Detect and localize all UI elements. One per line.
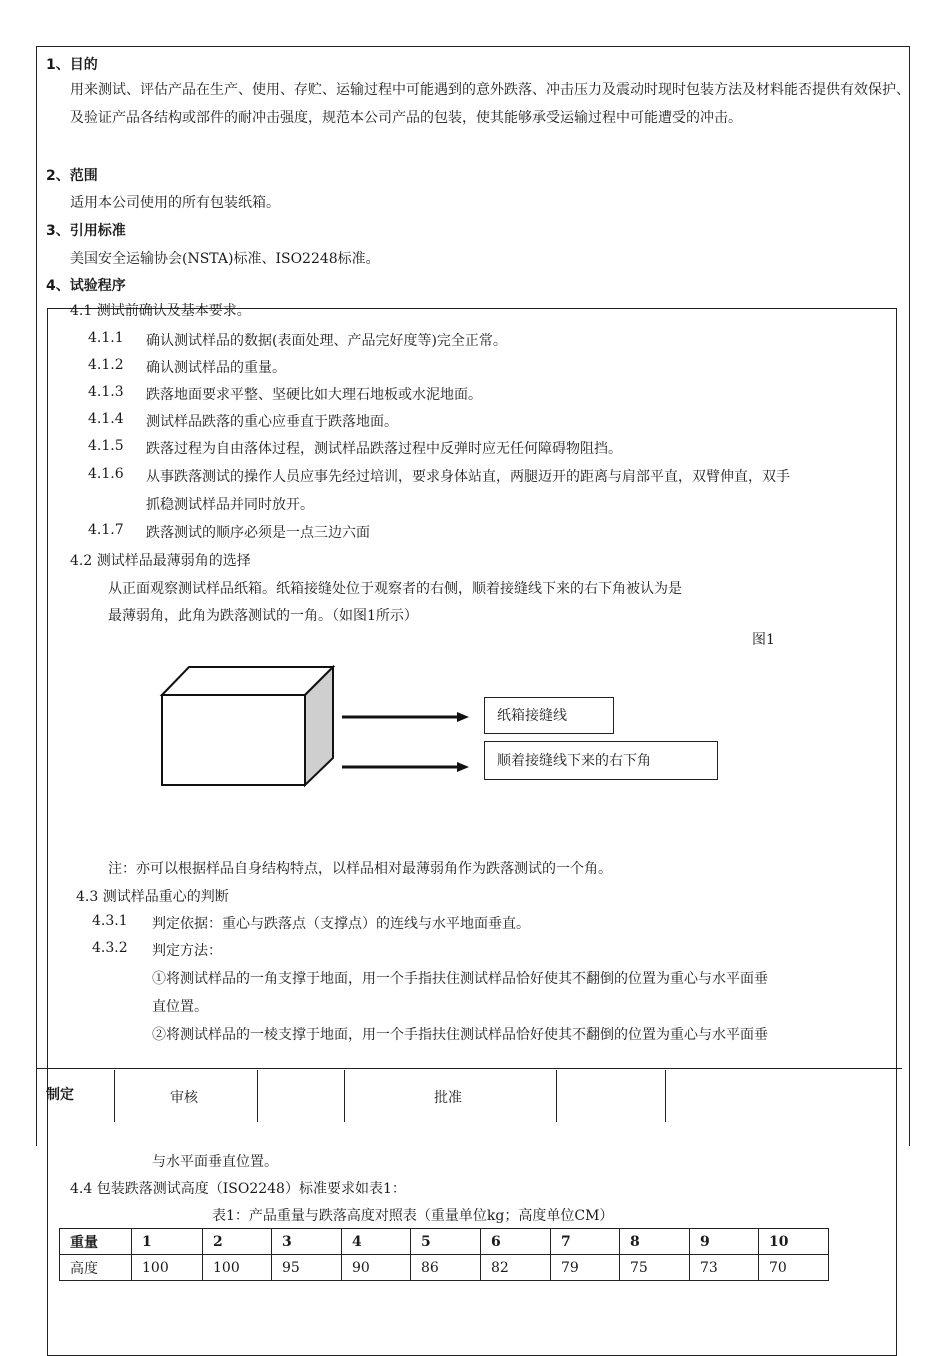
label-seam: 纸箱接缝线 bbox=[497, 708, 567, 724]
table-cell: 10 bbox=[759, 1229, 829, 1255]
list-item-text: 跌落测试的顺序必须是一点三边六面 bbox=[146, 525, 370, 541]
table-cell: 8 bbox=[620, 1229, 690, 1255]
section-4-heading: 4、试验程序 bbox=[46, 278, 126, 294]
table-cell: 86 bbox=[411, 1255, 481, 1281]
table-cell: 100 bbox=[132, 1255, 203, 1281]
list-item-num: 4.1.3 bbox=[88, 384, 124, 400]
table-cell: 3 bbox=[272, 1229, 342, 1255]
list-item-text: 测试样品跌落的重心应垂直于跌落地面。 bbox=[146, 414, 398, 430]
table-cell: 79 bbox=[551, 1255, 620, 1281]
list-item-text: 确认测试样品的数据(表面处理、产品完好度等)完全正常。 bbox=[146, 333, 507, 349]
table-cell: 4 bbox=[342, 1229, 411, 1255]
list-item-num: 4.1.4 bbox=[88, 411, 124, 427]
drop-height-table bbox=[59, 1228, 829, 1281]
list-item-num: 4.1.5 bbox=[88, 438, 124, 454]
section-4-3-title: 4.3 测试样品重心的判断 bbox=[76, 889, 229, 905]
list-item-num: 4.1.6 bbox=[88, 466, 124, 482]
table-caption: 表1：产品重量与跌落高度对照表（重量单位kg；高度单位CM） bbox=[212, 1208, 614, 1224]
table-header-height: 高度 bbox=[60, 1255, 132, 1281]
section-4-2-title: 4.2 测试样品最薄弱角的选择 bbox=[70, 553, 251, 569]
figure-1-box-diagram bbox=[155, 660, 485, 790]
list-item-num: 4.1.7 bbox=[88, 522, 124, 538]
table-cell: 7 bbox=[551, 1229, 620, 1255]
footer-approve-label: 批准 bbox=[434, 1090, 462, 1106]
table-cell: 9 bbox=[690, 1229, 759, 1255]
section-1-text: 用来测试、评估产品在生产、使用、存贮、运输过程中可能遇到的意外跌落、冲击压力及震动时现时包装方法及材料能否提供有效保护、及验证产品各结构或部件的耐冲击强度，规范本公司产品的包装，使其能够承受运输过程中可能遭受的冲击。 bbox=[70, 82, 910, 126]
section-2-heading: 2、范围 bbox=[46, 168, 98, 184]
section-1-heading: 1、目的 bbox=[46, 57, 98, 73]
label-box-corner bbox=[484, 741, 718, 780]
figure-label: 图1 bbox=[752, 632, 775, 648]
footer-divider bbox=[665, 1070, 666, 1122]
section-3-heading: 3、引用标准 bbox=[46, 223, 126, 239]
box-front-face bbox=[162, 695, 305, 785]
table-cell: 70 bbox=[759, 1255, 829, 1281]
table-cell: 82 bbox=[481, 1255, 551, 1281]
label-corner: 顺着接缝线下来的右下角 bbox=[497, 753, 651, 769]
list-item-num: 4.3.2 bbox=[92, 940, 128, 956]
section-2-text: 适用本公司使用的所有包装纸箱。 bbox=[70, 195, 280, 211]
footer-divider bbox=[344, 1070, 345, 1122]
list-item-num: 4.1.2 bbox=[88, 357, 124, 373]
list-item-text: 判定方法： bbox=[152, 943, 222, 959]
table-cell: 75 bbox=[620, 1255, 690, 1281]
box-top-face bbox=[162, 667, 333, 695]
table-cell: 1 bbox=[132, 1229, 203, 1255]
list-item-text: 跌落过程为自由落体过程，测试样品跌落过程中反弹时应无任何障碍物阻挡。 bbox=[146, 441, 622, 457]
list-item-text: 跌落地面要求平整、坚硬比如大理石地板或水泥地面。 bbox=[146, 387, 482, 403]
section-4-2-note: 注：亦可以根据样品自身结构特点，以样品相对最薄弱角作为跌落测试的一个角。 bbox=[108, 861, 612, 877]
table-row-height bbox=[60, 1255, 829, 1281]
method-2-line1: ②将测试样品的一棱支撑于地面，用一个手指扶住测试样品恰好使其不翻倒的位置为重心与水平面垂 bbox=[152, 1027, 768, 1043]
table-row-weight bbox=[60, 1229, 829, 1255]
table-cell: 5 bbox=[411, 1229, 481, 1255]
table-header-weight: 重量 bbox=[60, 1229, 132, 1255]
arrow-corner-head bbox=[457, 762, 469, 772]
table-cell: 6 bbox=[481, 1229, 551, 1255]
section-4-1-title: 4.1 测试前确认及基本要求。 bbox=[70, 303, 251, 319]
label-box-seam bbox=[484, 697, 614, 734]
footer-divider bbox=[556, 1070, 557, 1122]
table-cell: 90 bbox=[342, 1255, 411, 1281]
section-4-4-title: 4.4 包装跌落测试高度（ISO2248）标准要求如表1： bbox=[70, 1181, 406, 1197]
list-item-text: 判定依据：重心与跌落点（支撑点）的连线与水平地面垂直。 bbox=[152, 916, 530, 932]
section-4-2-line2: 最薄弱角，此角为跌落测试的一角。（如图1所示） bbox=[108, 608, 418, 624]
table-cell: 73 bbox=[690, 1255, 759, 1281]
method-1-line1: ①将测试样品的一角支撑于地面，用一个手指扶住测试样品恰好使其不翻倒的位置为重心与水平面垂 bbox=[152, 971, 768, 987]
footer-made-label: 制定 bbox=[46, 1087, 74, 1103]
method-1-line2: 直位置。 bbox=[152, 999, 208, 1015]
footer-review-label: 审核 bbox=[170, 1090, 198, 1106]
list-item-num: 4.1.1 bbox=[88, 330, 124, 346]
section-4-2-line1: 从正面观察测试样品纸箱。纸箱接缝处位于观察者的右侧，顺着接缝线下来的右下角被认为是 bbox=[108, 581, 682, 597]
list-item-text: 确认测试样品的重量。 bbox=[146, 360, 286, 376]
footer-divider bbox=[114, 1070, 115, 1122]
list-item-num: 4.3.1 bbox=[92, 913, 128, 929]
arrow-seam-head bbox=[457, 712, 469, 722]
table-cell: 2 bbox=[203, 1229, 272, 1255]
footer-top-rule bbox=[36, 1068, 902, 1069]
list-item-text-cont: 抓稳测试样品并同时放开。 bbox=[146, 497, 314, 513]
section-3-text: 美国安全运输协会(NSTA)标准、ISO2248标准。 bbox=[70, 251, 380, 267]
table-cell: 100 bbox=[203, 1255, 272, 1281]
footer-divider bbox=[257, 1070, 258, 1122]
method-2-continuation: 与水平面垂直位置。 bbox=[152, 1154, 278, 1170]
table-cell: 95 bbox=[272, 1255, 342, 1281]
list-item-text: 从事跌落测试的操作人员应事先经过培训，要求身体站直，两腿迈开的距离与肩部平直，双臂伸直，双手 bbox=[146, 469, 790, 485]
